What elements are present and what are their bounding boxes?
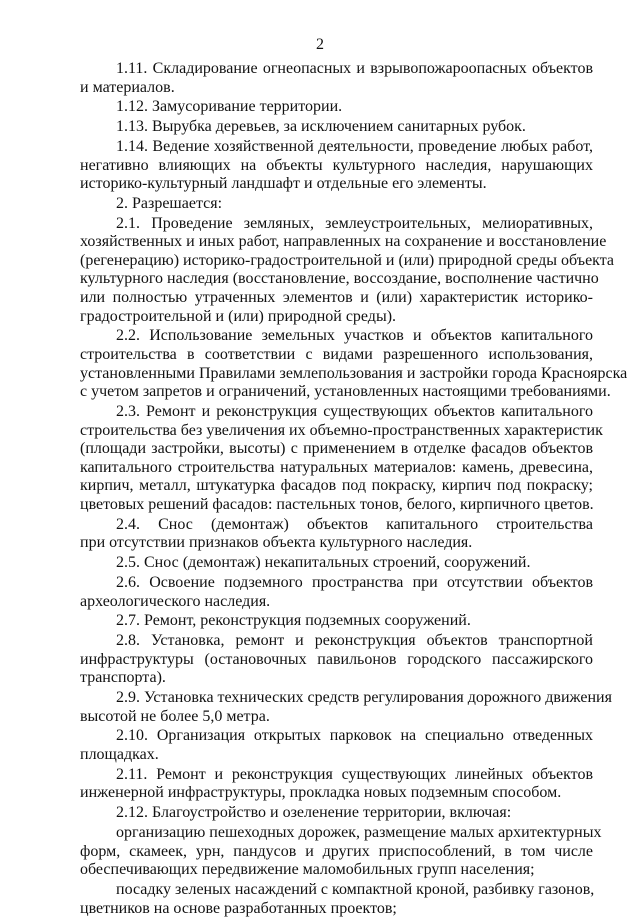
text-line: 2.1. Проведение земляных, землеустроительных, мелиоративных, — [116, 214, 593, 232]
text-line: 2.6. Освоение подземного пространства при отсутствии объектов — [116, 573, 593, 591]
paragraph — [80, 98, 593, 117]
text-line: 1.12. Замусоривание территории. — [116, 98, 343, 116]
text-line: 2. Разрешается: — [116, 194, 223, 212]
text-line: кирпич, металл, штукатурка фасадов под покраску, кирпич под покраску; — [80, 477, 593, 495]
text-line: (площади застройки, высоты) с применением в отделке фасадов объектов — [80, 440, 593, 458]
text-line: 2.10. Организация открытых парковок на специально отведенных — [116, 727, 593, 745]
text-line: установленными Правилами землепользования и застройки города Красноярска — [80, 364, 628, 382]
paragraph — [80, 118, 593, 137]
text-line: 1.13. Вырубка деревьев, за исключением санитарных рубок. — [116, 118, 526, 136]
paragraph — [80, 403, 603, 515]
text-line: и материалов. — [80, 78, 175, 96]
text-line: форм, скамеек, урн, пандусов и других приспособлений, в том числе — [80, 842, 593, 860]
paragraph — [80, 804, 593, 823]
text-line: 2.12. Благоустройство и озеленение территории, включая: — [116, 804, 512, 822]
text-line: с учетом запретов и ограничений, установленных настоящими требованиями. — [80, 383, 611, 401]
text-line: 2.4. Снос (демонтаж) объектов капитального строительства — [116, 515, 593, 533]
text-line: культурного наследия (восстановление, воссоздание, восполнение частично — [80, 270, 599, 288]
text-line: 2.9. Установка технических средств регулирования дорожного движения — [116, 689, 612, 707]
text-line: 2.3. Ремонт и реконструкция существующих объектов капитального — [116, 403, 593, 420]
text-line: археологического наследия. — [80, 592, 271, 610]
text-line: инженерной инфраструктуры, прокладка новых подземным способом. — [80, 784, 562, 802]
text-line: 2.11. Ремонт и реконструкция существующих линейных объектов — [116, 765, 593, 783]
text-line: посадку зеленых насаждений с компактной кроной, разбивку газонов, — [116, 880, 595, 898]
text-line: 1.11. Складирование огнеопасных и взрывопожароопасных объектов — [116, 60, 593, 77]
text-line: или полностью утраченных элементов и (или) характеристик историко- — [80, 289, 593, 307]
text-line: строительства в соответствии с видами разрешенного использования, — [80, 346, 593, 364]
paragraph — [80, 727, 593, 764]
paragraph — [80, 823, 602, 880]
text-line: транспорта). — [80, 669, 166, 687]
text-line: 2.8. Установка, ремонт и реконструкция объектов транспортной — [116, 632, 593, 650]
paragraph — [80, 574, 593, 611]
paragraph — [80, 554, 593, 573]
text-line: цветников на основе разработанных проектов; — [80, 899, 397, 917]
document-body — [80, 60, 628, 919]
text-line: градостроительной и (или) природной среды). — [80, 307, 397, 325]
text-line: (регенерацию) историко-градостроительной и (или) природной среды объекта — [80, 251, 615, 269]
text-line: строительства без увеличения их объемно-пространственных характеристик — [80, 421, 603, 439]
paragraph — [80, 138, 593, 194]
paragraph — [80, 689, 612, 726]
paragraph — [80, 195, 593, 214]
page-number: 2 — [316, 36, 324, 53]
text-line: 1.14. Ведение хозяйственной деятельности, проведение любых работ, — [116, 137, 593, 155]
text-line: инфраструктуры (остановочных павильонов городского пассажирского — [80, 650, 593, 668]
paragraph — [80, 60, 593, 97]
text-line: площадках. — [80, 746, 159, 763]
text-line: 2.2. Использование земельных участков и объектов капитального — [116, 327, 593, 345]
text-line: высотой не более 5,0 метра. — [80, 707, 270, 725]
text-line: организацию пешеходных дорожек, размещение малых архитектурных — [116, 823, 602, 841]
paragraph — [80, 632, 593, 688]
paragraph — [80, 516, 593, 553]
text-line: 2.7. Ремонт, реконструкция подземных сооружений. — [116, 612, 471, 630]
paragraph — [80, 766, 593, 803]
text-line: обеспечивающих передвижение маломобильных групп населения; — [80, 861, 535, 879]
paragraph — [80, 214, 615, 327]
text-line: при отсутствии признаков объекта культурного наследия. — [80, 534, 473, 552]
text-line: 2.5. Снос (демонтаж) некапитальных строений, сооружений. — [116, 554, 531, 572]
text-line: хозяйственных и иных работ, направленных на сохранение и восстановление — [80, 233, 607, 251]
paragraph — [80, 327, 628, 401]
text-line: цветовых решений фасадов: пастельных тонов, белого, кирпичного цветов. — [80, 495, 594, 513]
text-line: капитального строительства натуральных материалов: камень, древесина, — [80, 458, 593, 476]
text-line: негативно влияющих на объекты культурного наследия, нарушающих — [80, 156, 593, 174]
text-line: историко-культурный ландшафт и отдельные его элементы. — [80, 175, 487, 193]
paragraph — [80, 612, 593, 631]
